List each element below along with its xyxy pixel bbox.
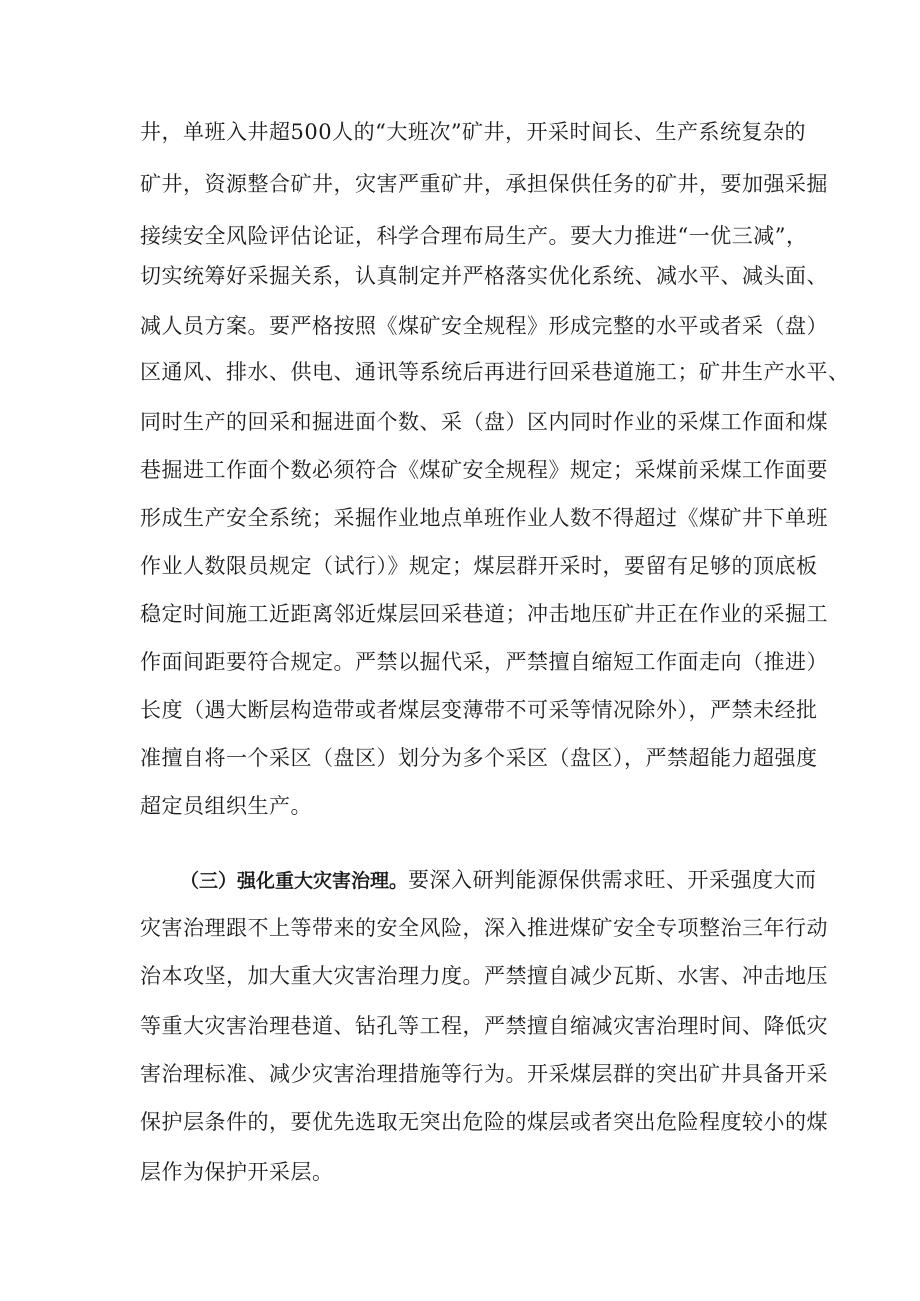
- paragraph-1-line: 同时生产的回采和掘进面个数、采（盘）区内同时作业的采煤工作面和煤: [140, 410, 828, 434]
- paragraph-1-line: 稳定时间施工近距离邻近煤层回采巷道；冲击地压矿井正在作业的采掘工: [140, 602, 828, 626]
- paragraph-1-line: 长度（遇大断层构造带或者煤层变薄带不可采等情况除外），严禁未经批: [140, 698, 818, 722]
- paragraph-1-line: 减人员方案。要严格按照《煤矿安全规程》形成完整的水平或者采（盘）: [140, 314, 828, 338]
- paragraph-2-line: 治本攻坚，加大重大灾害治理力度。严禁擅自减少瓦斯、水害、冲击地压: [140, 964, 828, 988]
- paragraph-1-line: 巷掘进工作面个数必须符合《煤矿安全规程》规定；采煤前采煤工作面要: [140, 458, 828, 482]
- paragraph-1-line: 切实统筹好采掘关系，认真制定并严格落实优化系统、减水平、减头面、: [140, 264, 828, 288]
- paragraph-1-line: 作业人数限员规定（试行）》规定；煤层群开采时，要留有足够的顶底板: [140, 554, 818, 578]
- paragraph-1-line: 矿井，资源整合矿井，灾害严重矿井，承担保供任务的矿井，要加强采掘: [140, 172, 828, 196]
- paragraph-1-line: 准擅自将一个采区（盘区）划分为多个采区（盘区），严禁超能力超强度: [140, 746, 818, 770]
- paragraph-1-line: 接续安全风险评估论证，科学合理布局生产。要大力推进“一优三减”，: [140, 224, 808, 248]
- paragraph-2-line: 层作为保护开采层。: [140, 1160, 334, 1184]
- paragraph-2-first-line-text: 要深入研判能源保供需求旺、开采强度大而: [408, 868, 817, 892]
- paragraph-2-line: 灾害治理跟不上等带来的安全风险，深入推进煤矿安全专项整治三年行动: [140, 916, 828, 940]
- paragraph-2-first-line: [180, 866, 817, 895]
- paragraph-1-line: 井，单班入井超500人的“大班次”矿井，开采时间长、生产系统复杂的: [140, 120, 807, 144]
- paragraph-1-line: 作面间距要符合规定。严禁以掘代采，严禁擅自缩短工作面走向（推进）: [140, 650, 828, 674]
- section-heading: （三）强化重大灾害治理。: [180, 870, 409, 892]
- paragraph-2-line: 保护层条件的，要优先选取无突出危险的煤层或者突出危险程度较小的煤: [140, 1110, 828, 1134]
- paragraph-1-line: 形成生产安全系统；采掘作业地点单班作业人数不得超过《煤矿井下单班: [140, 506, 828, 530]
- paragraph-1-line: 区通风、排水、供电、通讯等系统后再进行回采巷道施工；矿井生产水平、: [140, 360, 850, 384]
- paragraph-2-line: 等重大灾害治理巷道、钻孔等工程，严禁擅自缩减灾害治理时间、降低灾: [140, 1014, 828, 1038]
- paragraph-1-line: 超定员组织生产。: [140, 794, 312, 818]
- paragraph-2-line: 害治理标准、减少灾害治理措施等行为。开采煤层群的突出矿井具备开采: [140, 1062, 828, 1086]
